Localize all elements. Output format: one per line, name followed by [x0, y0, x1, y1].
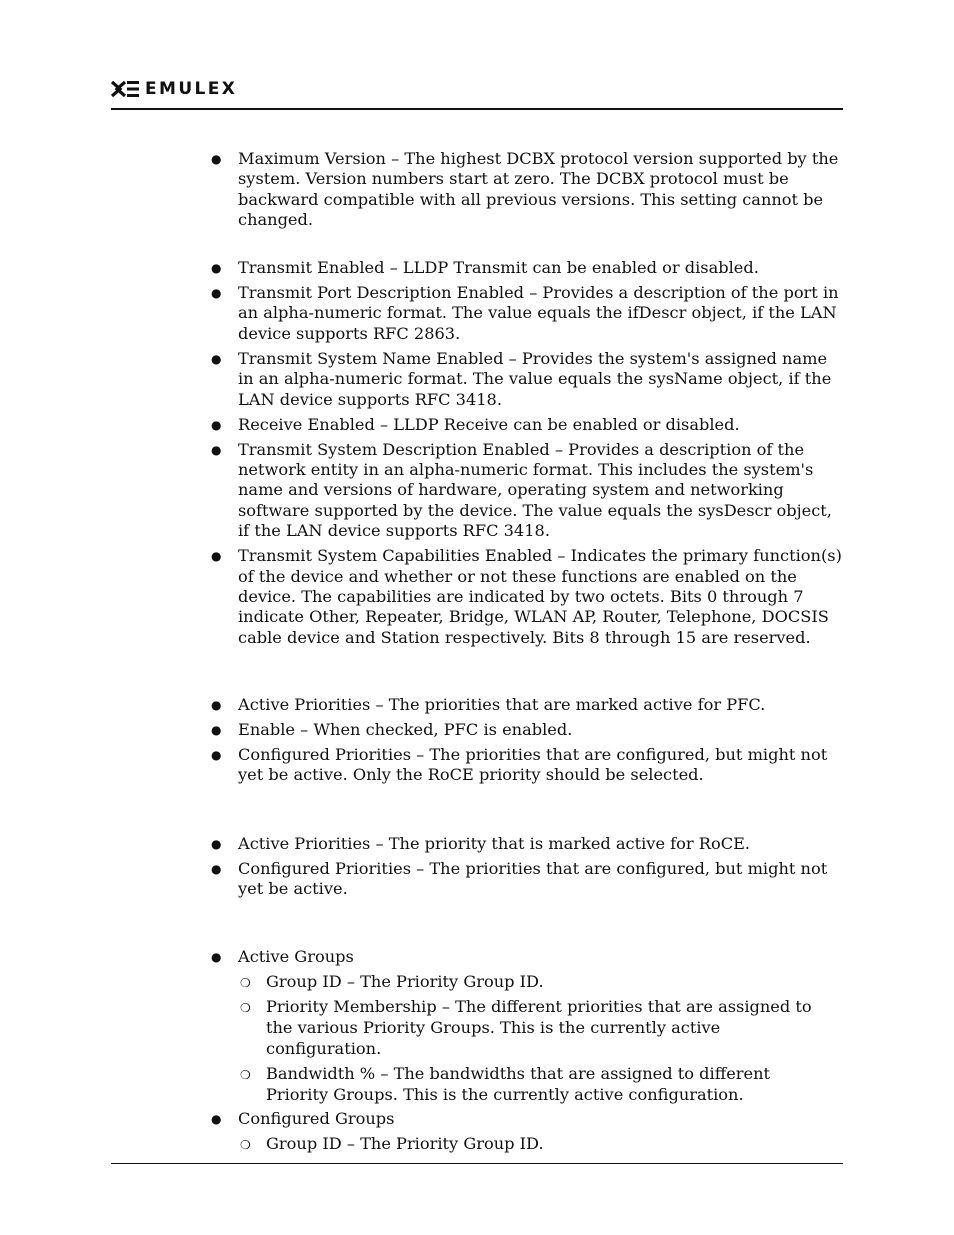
sub-list-item: ❍ Priority Membership – The different priorities that are assigned to the various Priority Groups. This is the currently active configuration. — [240, 996, 812, 1058]
bullet-icon: ● — [211, 261, 222, 275]
section-pfc — [0, 695, 954, 790]
bullet-icon: ● — [211, 837, 222, 851]
bullet-icon: ● — [211, 748, 222, 762]
bullet-icon: ● — [211, 1112, 222, 1127]
list-item: ● Receive Enabled – LLDP Receive can be enabled or disabled. — [211, 414, 740, 434]
list-item: ● Active Groups — [211, 947, 354, 966]
list-item: ● Configured Priorities – The priorities that are configured, but might not yet be active. — [211, 859, 828, 899]
section-dcbx — [0, 149, 954, 235]
bullet-icon: ● — [211, 351, 222, 366]
bullet-icon: ● — [211, 549, 222, 564]
sub-list-item: ❍ Group ID – The Priority Group ID. — [0, 972, 826, 993]
brand-logo — [111, 80, 237, 98]
bullet-icon: ● — [211, 698, 222, 712]
list-item: ● Active Priorities – The priority that is marked active for RoCE. — [211, 834, 751, 853]
section-priority-groups — [0, 947, 954, 1159]
circle-bullet-icon: ❍ — [240, 1000, 251, 1015]
bullet-icon: ● — [211, 862, 222, 876]
section-roce — [0, 834, 954, 904]
list-item: ● Enable – When checked, PFC is enabled. — [211, 720, 573, 739]
circle-bullet-icon: ❍ — [240, 1138, 251, 1153]
list-item: ● Transmit System Description Enabled – Provides a description of the network entity in an alpha-numeric format. This includes the system's name and versions of hardware, operating system and networking software supported by the device. The value equals the sysDescr object, if the LAN device supports RFC 3418. — [211, 439, 832, 541]
list-item: ● Configured Groups — [211, 1109, 395, 1129]
list-item: ● Transmit System Capabilities Enabled – Indicates the primary function(s) of the device and whether or not these functions are enabled on the device. The capabilities are indicated by two octets. Bits 0 through 7 indicate Other, Repeater, Bridge, WLAN AP, Router, Telephone, DOCSIS cable device and Station respectively. Bits 8 through 15 are reserved. — [211, 546, 842, 647]
list-item: ● Transmit Enabled – LLDP Transmit can be enabled or disabled. — [211, 258, 759, 277]
header-rule — [111, 108, 843, 110]
list-item: ● Transmit Port Description Enabled – Provides a description of the port in an alpha-numeric format. The value equals the ifDescr object, if the LAN device supports RFC 2863. — [211, 283, 839, 343]
sub-list-item: ❍ Bandwidth % – The bandwidths that are assigned to different Priority Groups. This is the currently active configuration. — [240, 1063, 771, 1104]
list-item: ● Maximum Version – The highest DCBX protocol version supported by the system. Version numbers start at zero. The DCBX protocol must be backward compatible with all previous versions. This setting cannot be changed. — [211, 149, 839, 230]
sub-list-item: ❍ Group ID – The Priority Group ID. — [0, 1134, 826, 1155]
bullet-icon: ● — [211, 286, 222, 300]
bullet-icon: ● — [211, 442, 222, 457]
circle-bullet-icon: ❍ — [240, 976, 251, 990]
list-item: ● Configured Priorities – The priorities that are configured, but might not yet be active. Only the RoCE priority should be selected. — [211, 745, 828, 785]
bullet-icon: ● — [211, 152, 222, 166]
list-item: ● Transmit System Name Enabled – Provides the system's assigned name in an alpha-numeric format. The value equals the sysName object, if the LAN device supports RFC 3418. — [211, 348, 832, 409]
footer-rule — [111, 1163, 843, 1164]
bullet-icon: ● — [211, 950, 222, 964]
bullet-icon: ● — [211, 723, 222, 737]
bullet-icon: ● — [211, 417, 222, 432]
section-lldp — [0, 258, 954, 653]
circle-bullet-icon: ❍ — [240, 1067, 251, 1082]
emulex-logo-icon — [111, 80, 141, 98]
brand-name: EMULEX — [145, 79, 238, 99]
list-item: ● Active Priorities – The priorities that are marked active for PFC. — [211, 695, 766, 714]
